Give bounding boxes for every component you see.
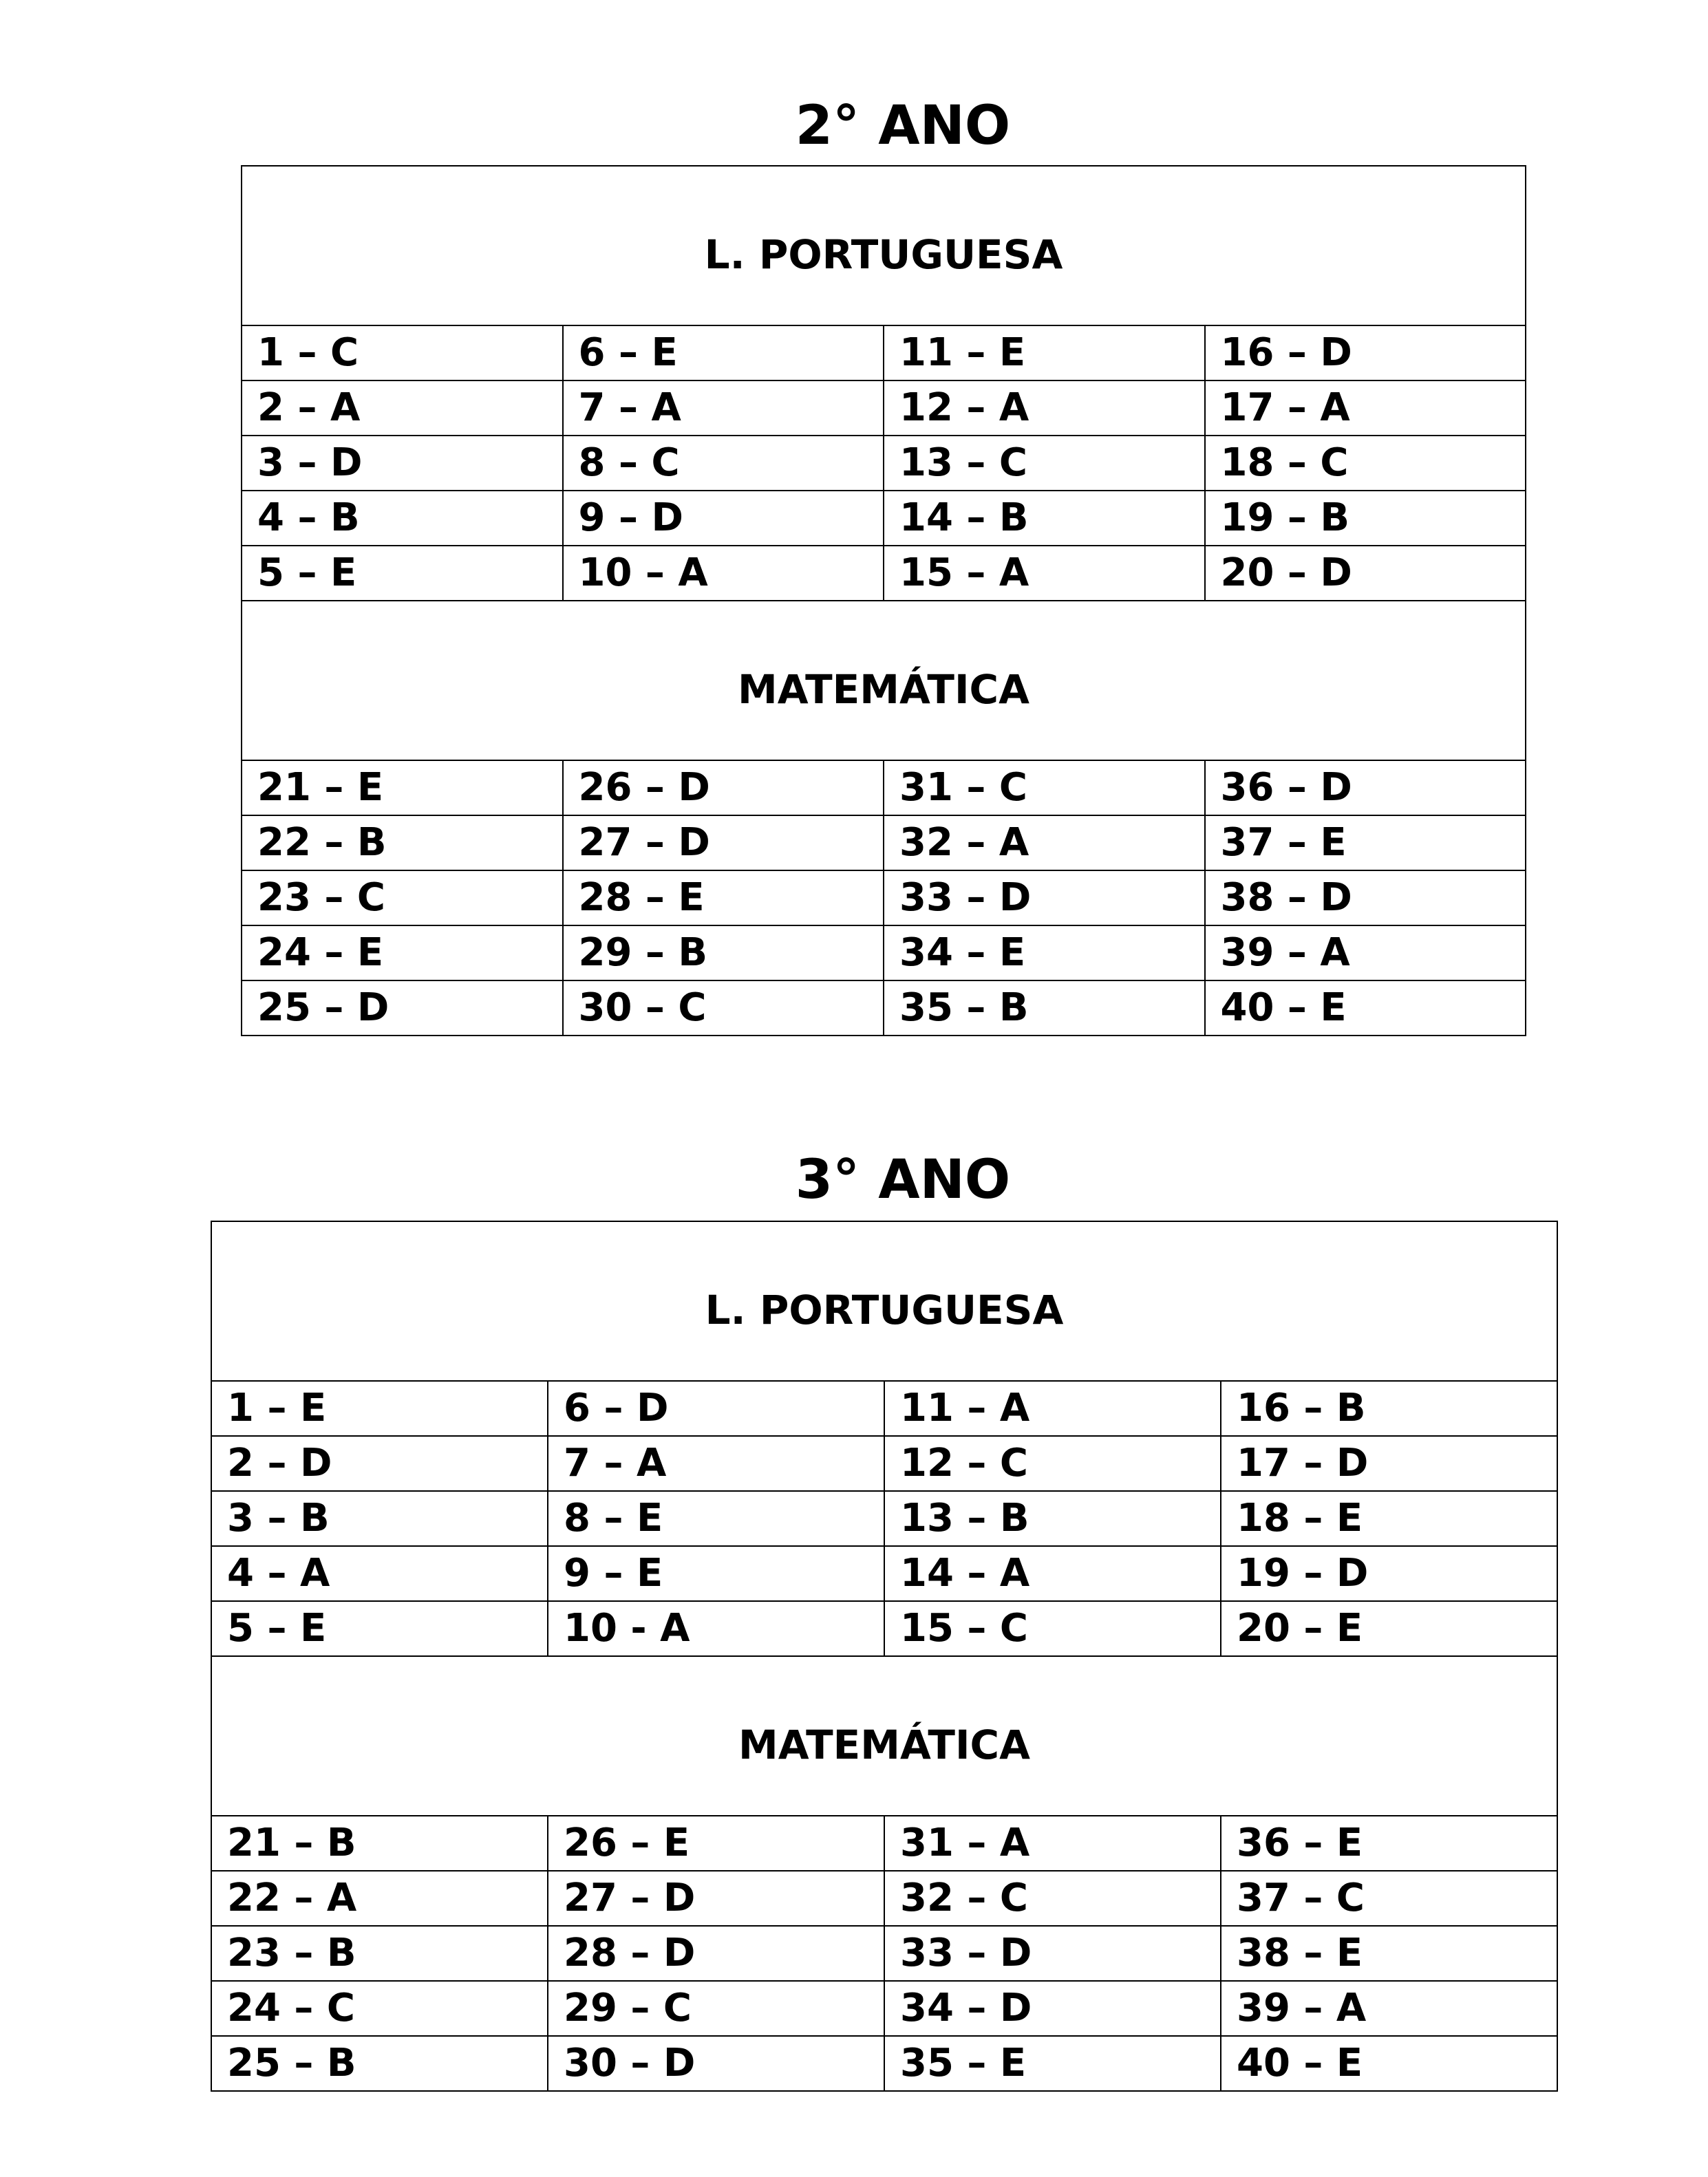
answer-cell: 2 – A — [242, 380, 563, 436]
answer-cell: 7 – A — [548, 1436, 884, 1491]
answer-cell: 4 – A — [211, 1546, 548, 1601]
answer-cell: 26 – E — [548, 1816, 884, 1871]
answer-cell: 8 – C — [563, 436, 884, 491]
answer-cell: 13 – B — [884, 1491, 1221, 1546]
answer-cell: 14 – B — [884, 491, 1205, 546]
answer-cell: 3 – B — [211, 1491, 548, 1546]
answer-cell: 24 – E — [242, 925, 563, 980]
answer-cell: 23 – C — [242, 870, 563, 925]
section-heading-cell — [211, 1221, 1557, 1381]
table-row — [211, 1816, 1557, 1871]
table-row — [242, 380, 1526, 436]
answer-cell: 31 – C — [884, 760, 1205, 815]
answer-cell: 19 – B — [1205, 491, 1526, 546]
answer-cell: 6 – D — [548, 1381, 884, 1436]
section-heading-row — [211, 1221, 1557, 1381]
answer-cell: 16 – B — [1221, 1381, 1557, 1436]
answer-cell: 35 – E — [884, 2036, 1221, 2091]
answer-cell: 36 – E — [1221, 1816, 1557, 1871]
answer-cell: 40 – E — [1205, 980, 1526, 1036]
table-row — [242, 925, 1526, 980]
answer-cell: 6 – E — [563, 325, 884, 380]
answer-cell: 18 – E — [1221, 1491, 1557, 1546]
answer-cell: 30 – C — [563, 980, 884, 1036]
answer-cell: 39 – A — [1221, 1981, 1557, 2036]
answer-cell: 28 – E — [563, 870, 884, 925]
table-row — [211, 1926, 1557, 1981]
answer-cell: 36 – D — [1205, 760, 1526, 815]
section-heading-row — [211, 1656, 1557, 1816]
answer-cell: 22 – A — [211, 1871, 548, 1926]
section-heading: L. PORTUGUESA — [705, 1287, 1064, 1333]
answer-cell: 34 – E — [884, 925, 1205, 980]
section-heading: L. PORTUGUESA — [704, 231, 1063, 278]
answer-cell: 27 – D — [563, 815, 884, 870]
answer-cell: 2 – D — [211, 1436, 548, 1491]
answer-cell: 3 – D — [242, 436, 563, 491]
table-row — [242, 870, 1526, 925]
answer-cell: 1 – C — [242, 325, 563, 380]
answer-cell: 26 – D — [563, 760, 884, 815]
answer-key-table-2-ano — [241, 165, 1526, 1036]
section-heading-cell — [242, 166, 1526, 325]
year-title-3-ano: 3° ANO — [795, 1149, 1011, 1211]
answer-cell: 17 – A — [1205, 380, 1526, 436]
answer-cell: 33 – D — [884, 870, 1205, 925]
table-row — [211, 1381, 1557, 1436]
answer-cell: 30 – D — [548, 2036, 884, 2091]
answer-cell: 11 – A — [884, 1381, 1221, 1436]
table-row — [211, 1981, 1557, 2036]
answer-cell: 18 – C — [1205, 436, 1526, 491]
answer-cell: 24 – C — [211, 1981, 548, 2036]
table-row — [242, 436, 1526, 491]
answer-cell: 25 – B — [211, 2036, 548, 2091]
table-row — [211, 1491, 1557, 1546]
answer-cell: 7 – A — [563, 380, 884, 436]
answer-cell: 32 – C — [884, 1871, 1221, 1926]
answer-cell: 22 – B — [242, 815, 563, 870]
table-row — [242, 325, 1526, 380]
table-row — [242, 980, 1526, 1036]
answer-cell: 9 – E — [548, 1546, 884, 1601]
answer-cell: 28 – D — [548, 1926, 884, 1981]
table-row — [211, 1601, 1557, 1656]
table-row — [211, 1546, 1557, 1601]
answer-cell: 23 – B — [211, 1926, 548, 1981]
section-heading: MATEMÁTICA — [738, 1722, 1030, 1768]
answer-cell: 9 – D — [563, 491, 884, 546]
answer-key-table-3-ano — [211, 1221, 1558, 2092]
answer-cell: 35 – B — [884, 980, 1205, 1036]
table-row — [211, 1871, 1557, 1926]
table-row — [242, 491, 1526, 546]
answer-cell: 37 – C — [1221, 1871, 1557, 1926]
answer-cell: 4 – B — [242, 491, 563, 546]
answer-cell: 5 – E — [211, 1601, 548, 1656]
answer-cell: 32 – A — [884, 815, 1205, 870]
answer-cell: 21 – B — [211, 1816, 548, 1871]
answer-cell: 38 – D — [1205, 870, 1526, 925]
answer-cell: 27 – D — [548, 1871, 884, 1926]
year-title-2-ano: 2° ANO — [795, 95, 1011, 157]
answer-cell: 33 – D — [884, 1926, 1221, 1981]
table-row — [211, 1436, 1557, 1491]
answer-cell: 11 – E — [884, 325, 1205, 380]
answer-cell: 14 – A — [884, 1546, 1221, 1601]
answer-cell: 39 – A — [1205, 925, 1526, 980]
answer-cell: 17 – D — [1221, 1436, 1557, 1491]
answer-cell: 1 – E — [211, 1381, 548, 1436]
table-row — [211, 2036, 1557, 2091]
answer-cell: 15 – C — [884, 1601, 1221, 1656]
answer-cell: 20 – D — [1205, 546, 1526, 601]
section-heading: MATEMÁTICA — [738, 666, 1029, 713]
answer-cell: 12 – C — [884, 1436, 1221, 1491]
section-heading-row — [242, 166, 1526, 325]
answer-cell: 12 – A — [884, 380, 1205, 436]
answer-cell: 5 – E — [242, 546, 563, 601]
table-row — [242, 546, 1526, 601]
answer-cell: 20 – E — [1221, 1601, 1557, 1656]
answer-cell: 34 – D — [884, 1981, 1221, 2036]
table-row — [242, 760, 1526, 815]
table-row — [242, 815, 1526, 870]
answer-cell: 10 - A — [548, 1601, 884, 1656]
answer-cell: 21 – E — [242, 760, 563, 815]
section-heading-cell — [211, 1656, 1557, 1816]
section-heading-row — [242, 601, 1526, 760]
answer-cell: 16 – D — [1205, 325, 1526, 380]
answer-cell: 25 – D — [242, 980, 563, 1036]
section-heading-cell — [242, 601, 1526, 760]
answer-cell: 29 – B — [563, 925, 884, 980]
answer-cell: 15 – A — [884, 546, 1205, 601]
answer-cell: 40 – E — [1221, 2036, 1557, 2091]
answer-cell: 8 – E — [548, 1491, 884, 1546]
answer-cell: 19 – D — [1221, 1546, 1557, 1601]
answer-cell: 31 – A — [884, 1816, 1221, 1871]
answer-cell: 13 – C — [884, 436, 1205, 491]
answer-cell: 37 – E — [1205, 815, 1526, 870]
answer-cell: 38 – E — [1221, 1926, 1557, 1981]
answer-cell: 10 – A — [563, 546, 884, 601]
answer-cell: 29 – C — [548, 1981, 884, 2036]
